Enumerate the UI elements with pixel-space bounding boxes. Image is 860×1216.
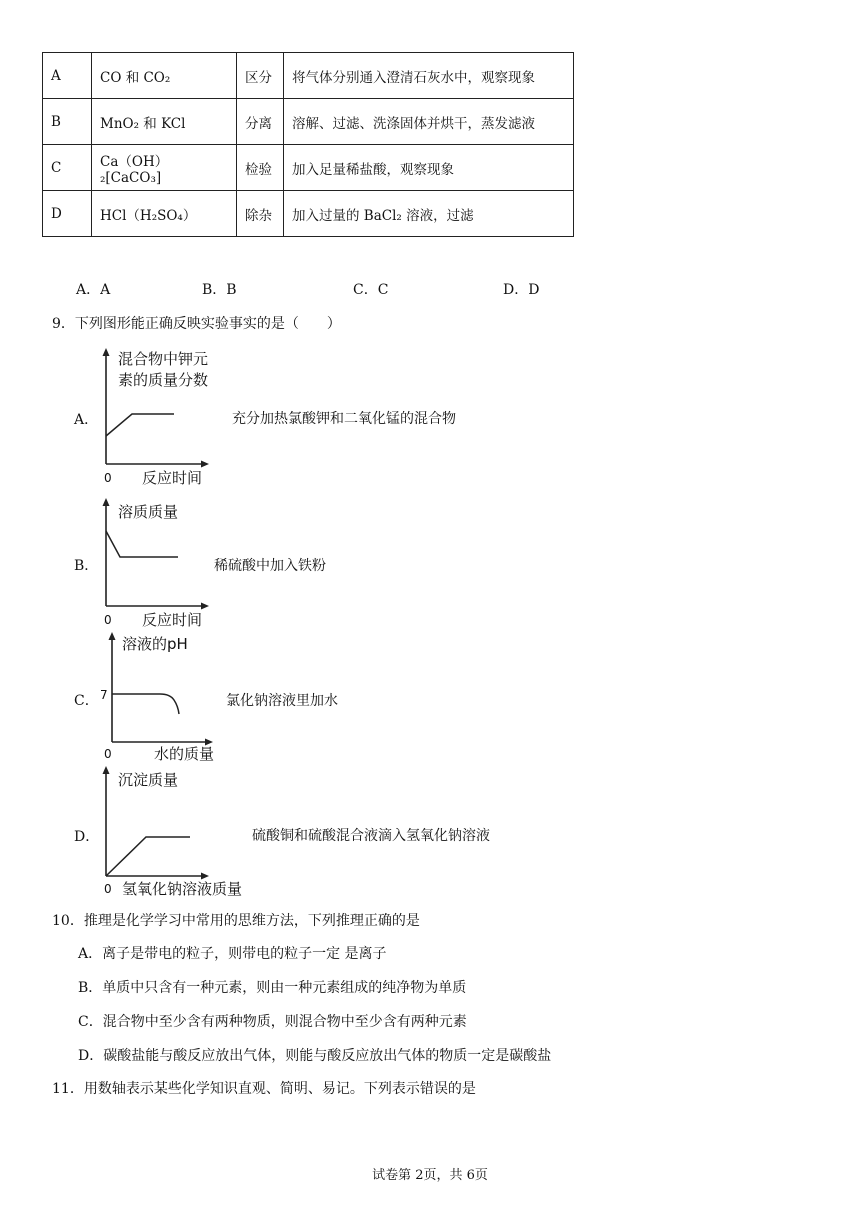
q10-option-c: C．混合物中至少含有两种物质，则混合物中至少含有两种元素 (78, 1014, 467, 1030)
graph-ylabel: 溶质质量 (118, 503, 179, 521)
table-row (43, 191, 574, 237)
table-row (43, 99, 574, 145)
row-label: B (43, 99, 92, 145)
graph-ylabel: 沉淀质量 (118, 771, 179, 789)
page-footer: 试卷第 2页，共 6页 (372, 1168, 488, 1183)
row-method: 加入足量稀盐酸，观察现象 (284, 145, 574, 191)
graph-ylabel-line2: 素的质量分数 (118, 371, 209, 389)
x-axis-arrow (201, 461, 209, 468)
q9-stem: 9．下列图形能正确反映实验事实的是（ ） (52, 316, 341, 332)
row-operation: 检验 (237, 145, 284, 191)
q9-option-d-desc: 硫酸铜和硫酸混合液滴入氢氧化钠溶液 (252, 828, 490, 844)
graph-ylabel-line1: 混合物中钾元 (118, 350, 209, 368)
row-label: C (43, 145, 92, 191)
table-row (43, 53, 574, 99)
q9-option-c-desc: 氯化钠溶液里加水 (226, 693, 338, 709)
q8-option-d: D．D (503, 282, 540, 298)
q9-graph-d (98, 766, 258, 900)
graph-curve (106, 531, 178, 557)
q10-stem: 10．推理是化学学习中常用的思维方法，下列推理正确的是 (52, 913, 420, 929)
row-operation: 除杂 (237, 191, 284, 237)
q8-option-c: C．C (353, 282, 389, 298)
q9-option-a-desc: 充分加热氯酸钾和二氧化锰的混合物 (232, 411, 456, 427)
q11-stem: 11．用数轴表示某些化学知识直观、简明、易记。下列表示错误的是 (52, 1081, 476, 1097)
row-method: 加入过量的 BaCl₂ 溶液，过滤 (284, 191, 574, 237)
graph-xlabel: 反应时间 (142, 469, 203, 487)
row-substances: CO 和 CO₂ (92, 53, 237, 99)
row-label: A (43, 53, 92, 99)
q8-option-b: B．B (202, 282, 237, 298)
graph-curve (112, 694, 179, 714)
row-substances: Ca（OH）₂[CaCO₃] (92, 145, 237, 191)
q10-option-d: D．碳酸盐能与酸反应放出气体，则能与酸反应放出气体的物质一定是碳酸盐 (78, 1048, 552, 1064)
row-method: 将气体分别通入澄清石灰水中，观察现象 (284, 53, 574, 99)
table-row (43, 145, 574, 191)
graph-origin: 0 (104, 471, 112, 485)
y-axis-arrow (103, 498, 110, 506)
q10-option-b: B．单质中只含有一种元素，则由一种元素组成的纯净物为单质 (78, 980, 467, 996)
graph-xlabel: 水的质量 (154, 745, 215, 763)
q8-option-a: A．A (76, 282, 111, 298)
graph-curve (106, 414, 174, 436)
graph-origin: 0 (104, 882, 112, 896)
q9-option-d-label: D． (74, 829, 100, 845)
q9-option-b-label: B． (74, 558, 99, 574)
x-axis-arrow (201, 603, 209, 610)
graph-ylabel: 溶液的pH (122, 635, 188, 653)
graph-y-tick: 7 (100, 688, 108, 702)
y-axis-arrow (103, 348, 110, 356)
q9-option-b-desc: 稀硫酸中加入铁粉 (214, 558, 326, 574)
row-substances: MnO₂ 和 KCl (92, 99, 237, 145)
graph-xlabel: 反应时间 (142, 611, 203, 629)
row-label: D (43, 191, 92, 237)
graph-curve (106, 837, 190, 876)
row-method: 溶解、过滤、洗涤固体并烘干，蒸发滤液 (284, 99, 574, 145)
y-axis-arrow (109, 632, 116, 640)
q9-option-c-label: C． (74, 693, 99, 709)
q8-table (42, 52, 574, 237)
graph-xlabel: 氢氧化钠溶液质量 (122, 880, 243, 898)
row-substances: HCl（H₂SO₄） (92, 191, 237, 237)
q9-option-a-label: A． (74, 412, 99, 428)
row-operation: 分离 (237, 99, 284, 145)
graph-origin: 0 (104, 613, 112, 627)
y-axis-arrow (103, 766, 110, 774)
row-operation: 区分 (237, 53, 284, 99)
x-axis-arrow (201, 873, 209, 880)
q9-graph-c (98, 632, 228, 766)
q9-graph-a (98, 348, 228, 488)
q10-option-a: A．离子是带电的粒子，则带电的粒子一定 是离子 (78, 946, 387, 962)
q9-graph-b (98, 498, 228, 630)
graph-origin: 0 (104, 747, 112, 761)
